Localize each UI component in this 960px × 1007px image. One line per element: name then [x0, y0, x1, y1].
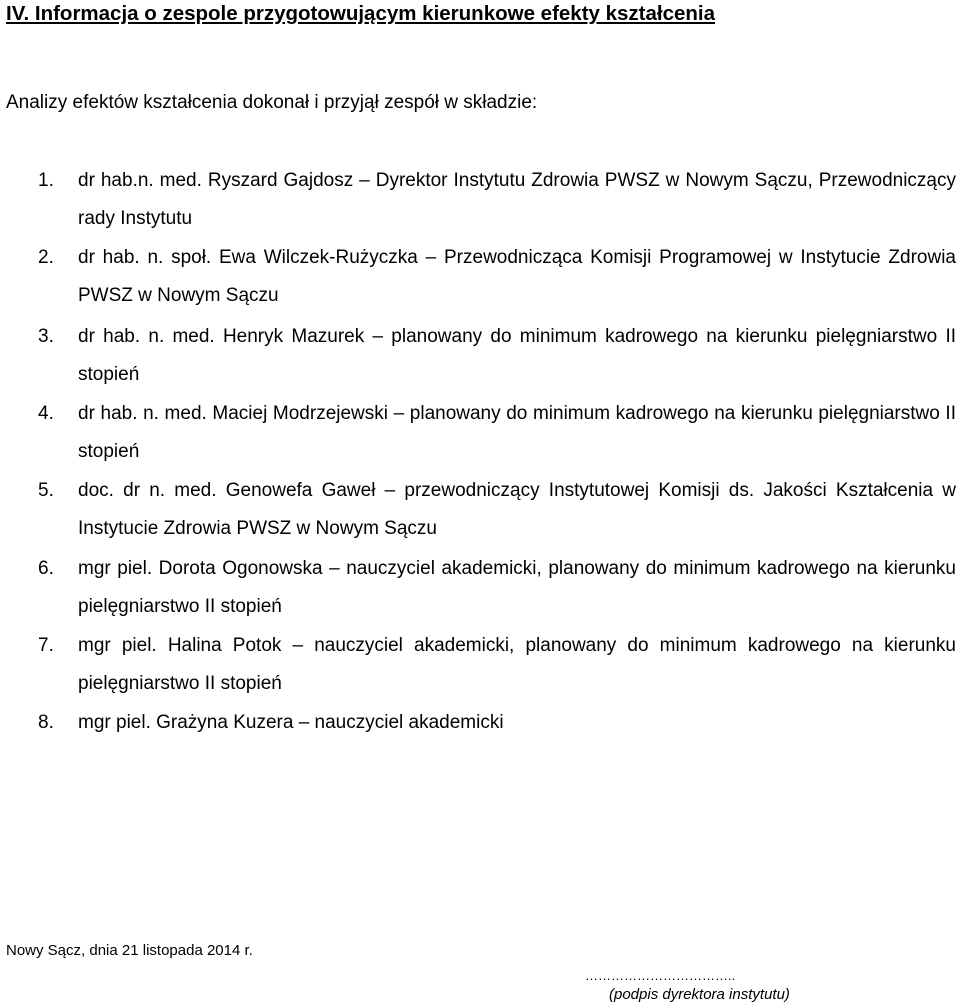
- list-item-number: 8.: [38, 712, 54, 733]
- list-item-text: mgr piel. Dorota Ogonowska – nauczyciel akademicki, planowany do minimum kadrowego na kierunku pielęgniarstwo II stopień: [78, 558, 956, 617]
- list-item: [38, 162, 956, 238]
- list-item-text: dr hab.n. med. Ryszard Gajdosz – Dyrektor Instytutu Zdrowia PWSZ w Nowym Sączu, Przewodniczący rady Instytutu: [78, 170, 956, 229]
- list-item: [38, 395, 956, 471]
- signature-caption: (podpis dyrektora instytutu): [609, 986, 790, 1003]
- place-and-date: Nowy Sącz, dnia 21 listopada 2014 r.: [6, 942, 253, 959]
- list-item-number: 7.: [38, 635, 54, 656]
- list-item-number: 5.: [38, 480, 54, 501]
- list-item-number: 3.: [38, 326, 54, 347]
- list-item: [38, 704, 956, 742]
- list-item-number: 6.: [38, 558, 54, 579]
- list-item: [38, 472, 956, 548]
- signature-line: ……………………………..: [585, 968, 736, 983]
- list-item-text: dr hab. n. med. Henryk Mazurek – planowany do minimum kadrowego na kierunku pielęgniarstwo II stopień: [78, 326, 956, 385]
- list-item: [38, 239, 956, 315]
- list-item-text: mgr piel. Grażyna Kuzera – nauczyciel akademicki: [78, 712, 504, 733]
- list-item: [38, 318, 956, 394]
- list-item-text: doc. dr n. med. Genowefa Gaweł – przewodniczący Instytutowej Komisji ds. Jakości Kształcenia w Instytucie Zdrowia PWSZ w Nowym Sączu: [78, 480, 956, 539]
- section-heading: IV. Informacja o zespole przygotowującym kierunkowe efekty kształcenia: [6, 2, 716, 25]
- list-item-text: mgr piel. Halina Potok – nauczyciel akademicki, planowany do minimum kadrowego na kierunku pielęgniarstwo II stopień: [78, 635, 956, 694]
- list-item-number: 2.: [38, 247, 54, 268]
- list-item-text: dr hab. n. społ. Ewa Wilczek-Rużyczka – Przewodnicząca Komisji Programowej w Instytucie Zdrowia PWSZ w Nowym Sączu: [78, 247, 956, 306]
- list-item: [38, 550, 956, 626]
- list-item-number: 1.: [38, 170, 54, 191]
- intro-text: Analizy efektów kształcenia dokonał i przyjął zespół w składzie:: [6, 92, 538, 113]
- list-item: [38, 627, 956, 703]
- list-item-number: 4.: [38, 403, 54, 424]
- list-item-text: dr hab. n. med. Maciej Modrzejewski – planowany do minimum kadrowego na kierunku pielęgniarstwo II stopień: [78, 403, 956, 462]
